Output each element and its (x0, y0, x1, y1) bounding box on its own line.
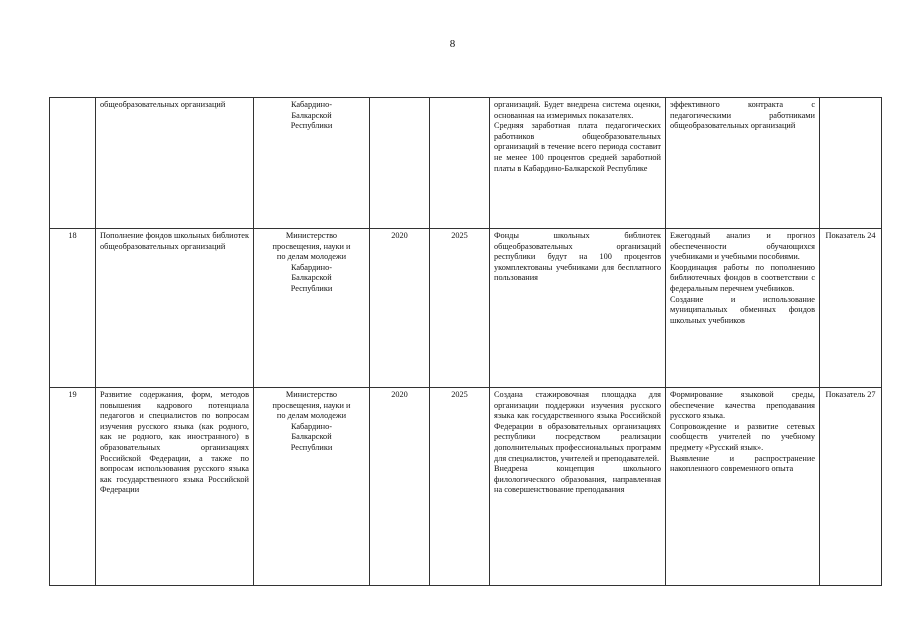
year-start (370, 98, 430, 229)
row-number: 19 (50, 388, 96, 586)
table-row (50, 229, 882, 388)
executor-line: Кабардино- (290, 421, 333, 431)
link-paragraph: Сопровождение и развитие сетевых сообществ учителей по учебному предмету «Русский язык». (670, 421, 815, 452)
related-measures (666, 388, 820, 586)
year-end: 2025 (430, 388, 490, 586)
executor-line: Балкарской (291, 273, 332, 283)
executor-line: Республики (290, 121, 333, 131)
result-paragraph: Внедрена концепция школьного филологического образования, направленная на совершенствование преподавания (494, 464, 661, 495)
indicator-cell: Показатель 24 (820, 229, 882, 388)
measure-name: Пополнение фондов школьных библиотек общеобразовательных организаций (96, 229, 254, 388)
executor-line: Республики (290, 442, 333, 452)
executor-line: Кабардино- (290, 262, 333, 272)
executor-line: Республики (290, 283, 333, 293)
measure-name: общеобразовательных организаций (96, 98, 254, 229)
link-paragraph: Координация работы по пополнению библиотечных фондов в соответствии с федеральным перечнем учебников. (670, 262, 815, 293)
executor-line: Кабардино- (290, 100, 333, 109)
measure-name: Развитие содержания, форм, методов повышения кадрового потенциала педагогов и специалистов по вопросам изучения русского языка (как родного, как не родного, как иностранного) в образовательных организациях Российской Федерации, а также по вопросам использования русского языка как государственного языка Российской Федерации (96, 388, 254, 586)
related-measures (666, 98, 820, 229)
executor-line: Министерство (285, 231, 338, 240)
executor-cell (254, 229, 370, 388)
page-number: 8 (449, 38, 456, 50)
expected-result (490, 388, 666, 586)
row-number: 18 (50, 229, 96, 388)
year-start: 2020 (370, 388, 430, 586)
link-paragraph: Формирование языковой среды, обеспечение качества преподавания русского языка. (670, 390, 815, 421)
executor-line: Балкарской (291, 110, 332, 120)
expected-result (490, 229, 666, 388)
executor-line: Балкарской (291, 432, 332, 442)
result-paragraph: организаций. Будет внедрена система оценки, основанная на измеримых показателях. (494, 100, 661, 120)
executor-line: по делам молодежи (276, 252, 347, 262)
row-number (50, 98, 96, 229)
result-paragraph: Фонды школьных библиотек общеобразовательных организаций республики будут на 100 процентов укомплектованы учебниками для бесплатного пользования (494, 231, 661, 283)
link-paragraph: эффективного контракта с педагогическими работниками общеобразовательных организаций (670, 100, 815, 131)
executor-line: по делам молодежи (276, 411, 347, 421)
related-measures (666, 229, 820, 388)
year-end (430, 98, 490, 229)
link-paragraph: Ежегодный анализ и прогноз обеспеченности обучающихся учебниками и учебными пособиями. (670, 231, 815, 262)
executor-line: просвещения, науки и (272, 400, 351, 410)
executor-cell (254, 98, 370, 229)
result-paragraph: Средняя заработная плата педагогических работников общеобразовательных организаций в течение всего периода составит не менее 100 процентов средней заработной платы в Кабардино-Балкарской Республике (494, 121, 661, 173)
executor-line: просвещения, науки и (272, 241, 351, 251)
year-start: 2020 (370, 229, 430, 388)
executor-cell (254, 388, 370, 586)
indicator-cell (820, 98, 882, 229)
program-table (49, 97, 882, 586)
table-row (50, 388, 882, 586)
year-end: 2025 (430, 229, 490, 388)
executor-line: Министерство (285, 390, 338, 399)
table-row (50, 98, 882, 229)
link-paragraph: Выявление и распространение накопленного современного опыта (670, 453, 815, 474)
indicator-cell: Показатель 27 (820, 388, 882, 586)
expected-result (490, 98, 666, 229)
link-paragraph: Создание и использование муниципальных обменных фондов школьных учебников (670, 294, 815, 325)
result-paragraph: Создана стажировочная площадка для организации поддержки изучения русского языка как государственного языка Российской Федерации в образовательных организациях республики посредством реализации дополнительных профессиональных программ для специалистов, учителей и преподавателей. (494, 390, 661, 463)
